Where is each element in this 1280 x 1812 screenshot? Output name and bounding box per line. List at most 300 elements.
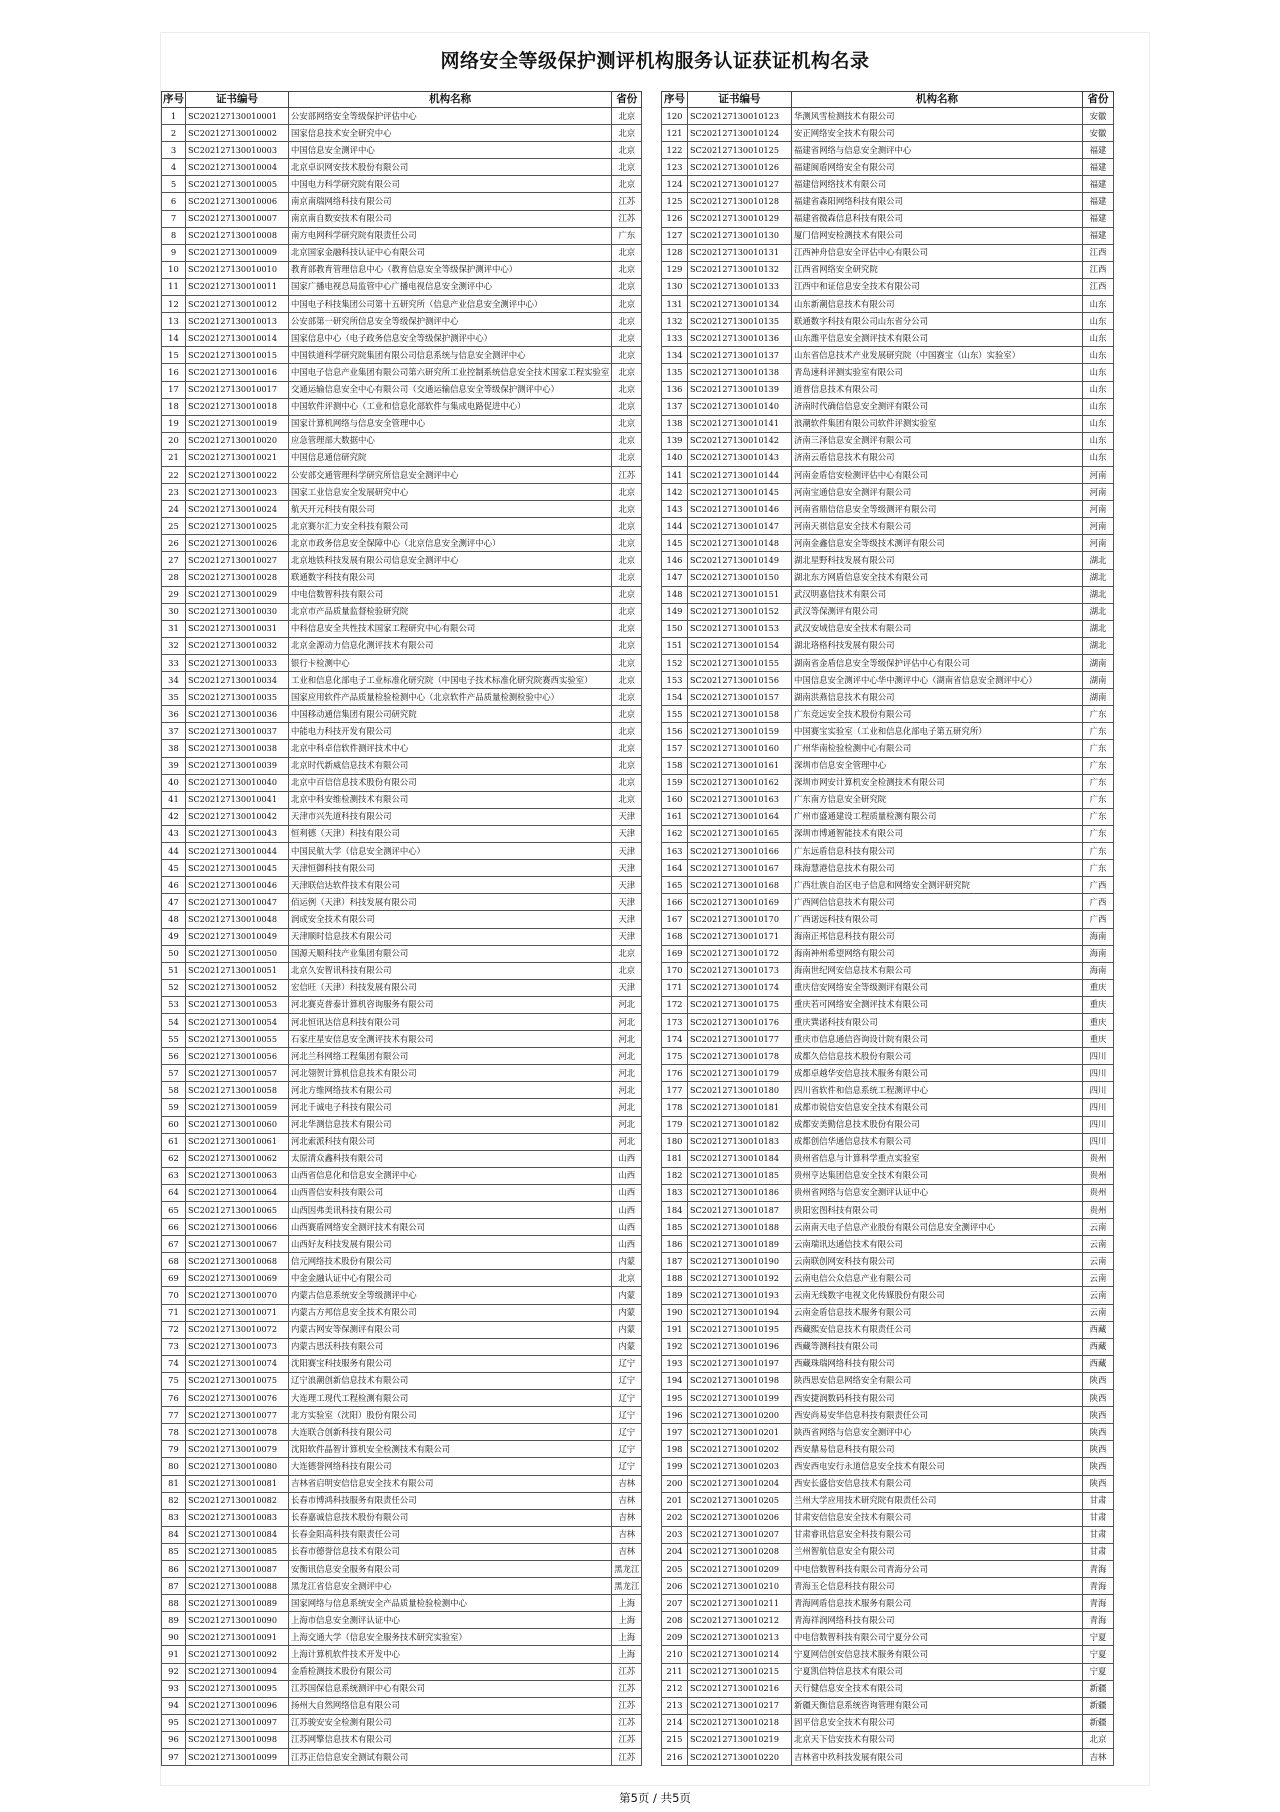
row-cert-number: SC202127130010197 — [688, 1355, 792, 1372]
row-org-name: 成都卓越华安信息技术服务有限公司 — [792, 1065, 1083, 1082]
row-seq: 94 — [162, 1697, 186, 1714]
row-cert-number: SC202127130010047 — [186, 894, 289, 911]
table-row — [662, 1236, 1114, 1253]
table-row — [662, 1099, 1114, 1116]
row-province: 陕西 — [1083, 1475, 1114, 1492]
table-row — [162, 125, 642, 142]
row-seq: 164 — [662, 860, 688, 877]
table-row — [162, 1099, 642, 1116]
row-cert-number: SC202127130010002 — [186, 125, 289, 142]
row-seq: 89 — [162, 1612, 186, 1629]
row-org-name: 北京天下信安技术有限公司 — [792, 1731, 1083, 1748]
row-cert-number: SC202127130010070 — [186, 1287, 289, 1304]
row-cert-number: SC202127130010155 — [688, 655, 792, 672]
row-cert-number: SC202127130010134 — [688, 296, 792, 313]
table-row — [162, 1595, 642, 1612]
row-province: 辽宁 — [612, 1390, 642, 1407]
row-cert-number: SC202127130010004 — [186, 159, 289, 176]
row-province: 河北 — [612, 1099, 642, 1116]
row-province: 天津 — [612, 979, 642, 996]
row-org-name: 贵阳宏图科技有限公司 — [792, 1202, 1083, 1219]
row-province: 甘肃 — [1083, 1526, 1114, 1543]
row-org-name: 青海玉仑信息科技有限公司 — [792, 1578, 1083, 1595]
row-province: 重庆 — [1083, 996, 1114, 1013]
table-row — [662, 586, 1114, 603]
row-seq: 74 — [162, 1355, 186, 1372]
row-seq: 87 — [162, 1578, 186, 1595]
row-org-name: 重庆信安网络安全等级测评有限公司 — [792, 979, 1083, 996]
row-org-name: 长春市德誉信息技术有限公司 — [289, 1543, 612, 1560]
row-seq: 76 — [162, 1390, 186, 1407]
table-row — [162, 1458, 642, 1475]
table-row — [162, 689, 642, 706]
row-seq: 5 — [162, 176, 186, 193]
row-org-name: 内蒙古信息系统安全等级测评中心 — [289, 1287, 612, 1304]
table-row — [662, 1338, 1114, 1355]
row-seq: 159 — [662, 774, 688, 791]
row-seq: 201 — [662, 1492, 688, 1509]
row-province: 广东 — [1083, 723, 1114, 740]
row-cert-number: SC202127130010064 — [186, 1184, 289, 1201]
row-org-name: 河北恒讯达信息科技有限公司 — [289, 1013, 612, 1030]
row-org-name: 海南神州希望网络有限公司 — [792, 945, 1083, 962]
row-province: 青海 — [1083, 1595, 1114, 1612]
row-org-name: 宁夏网信创安信息技术服务有限公司 — [792, 1646, 1083, 1663]
row-cert-number: SC202127130010204 — [688, 1475, 792, 1492]
header-seq: 序号 — [162, 92, 186, 108]
table-row — [162, 1219, 642, 1236]
row-seq: 166 — [662, 894, 688, 911]
row-seq: 205 — [662, 1560, 688, 1577]
row-seq: 165 — [662, 877, 688, 894]
row-province: 北京 — [612, 261, 642, 278]
row-org-name: 成都市锐信安信息安全技术有限公司 — [792, 1099, 1083, 1116]
row-seq: 37 — [162, 723, 186, 740]
row-org-name: 应急管理部大数据中心 — [289, 432, 612, 449]
row-cert-number: SC202127130010009 — [186, 244, 289, 261]
table-row — [662, 1424, 1114, 1441]
row-seq: 68 — [162, 1253, 186, 1270]
table-row — [162, 1578, 642, 1595]
row-province: 吉林 — [612, 1475, 642, 1492]
table-row — [662, 159, 1114, 176]
table-row — [662, 1253, 1114, 1270]
row-cert-number: SC202127130010038 — [186, 740, 289, 757]
row-seq: 36 — [162, 706, 186, 723]
row-province: 贵州 — [1083, 1184, 1114, 1201]
row-cert-number: SC202127130010128 — [688, 193, 792, 210]
row-province: 新疆 — [1083, 1714, 1114, 1731]
table-row — [662, 1612, 1114, 1629]
row-org-name: 中国移动通信集团有限公司研究院 — [289, 706, 612, 723]
row-seq: 35 — [162, 689, 186, 706]
row-seq: 158 — [662, 757, 688, 774]
row-seq: 163 — [662, 843, 688, 860]
table-row — [662, 244, 1114, 261]
table-row — [662, 313, 1114, 330]
row-province: 北京 — [612, 449, 642, 466]
row-cert-number: SC202127130010056 — [186, 1048, 289, 1065]
row-province: 新疆 — [1083, 1680, 1114, 1697]
row-org-name: 河南金鑫信息安全等级技术测评有限公司 — [792, 535, 1083, 552]
row-province: 河北 — [612, 996, 642, 1013]
row-province: 广西 — [1083, 877, 1114, 894]
row-province: 青海 — [1083, 1612, 1114, 1629]
row-cert-number: SC202127130010016 — [186, 364, 289, 381]
row-seq: 147 — [662, 569, 688, 586]
row-cert-number: SC202127130010096 — [186, 1697, 289, 1714]
row-seq: 144 — [662, 518, 688, 535]
row-seq: 194 — [662, 1372, 688, 1389]
row-province: 吉林 — [612, 1509, 642, 1526]
row-seq: 47 — [162, 894, 186, 911]
table-row — [662, 1390, 1114, 1407]
row-org-name: 宁夏凯信特信息技术有限公司 — [792, 1663, 1083, 1680]
row-seq: 213 — [662, 1697, 688, 1714]
row-cert-number: SC202127130010167 — [688, 860, 792, 877]
row-org-name: 润成安全技术有限公司 — [289, 911, 612, 928]
row-province: 云南 — [1083, 1304, 1114, 1321]
row-seq: 128 — [662, 244, 688, 261]
row-org-name: 固平信息安全技术有限公司 — [792, 1714, 1083, 1731]
row-province: 山西 — [612, 1184, 642, 1201]
table-row — [162, 808, 642, 825]
row-org-name: 中国铁道科学研究院集团有限公司信息系统与信息安全测评中心 — [289, 347, 612, 364]
row-cert-number: SC202127130010148 — [688, 535, 792, 552]
table-row — [662, 1065, 1114, 1082]
table-row — [662, 911, 1114, 928]
row-cert-number: SC202127130010019 — [186, 415, 289, 432]
row-org-name: 北京时代新威信息技术有限公司 — [289, 757, 612, 774]
row-seq: 137 — [662, 398, 688, 415]
table-row — [662, 1714, 1114, 1731]
row-province: 四川 — [1083, 1133, 1114, 1150]
table-row — [662, 108, 1114, 125]
row-province: 黑龙江 — [612, 1578, 642, 1595]
row-seq: 192 — [662, 1338, 688, 1355]
row-seq: 133 — [662, 330, 688, 347]
row-seq: 8 — [162, 227, 186, 244]
row-seq: 69 — [162, 1270, 186, 1287]
row-seq: 193 — [662, 1355, 688, 1372]
row-cert-number: SC202127130010183 — [688, 1133, 792, 1150]
row-province: 陕西 — [1083, 1424, 1114, 1441]
row-seq: 33 — [162, 655, 186, 672]
row-province: 陕西 — [1083, 1407, 1114, 1424]
row-cert-number: SC202127130010061 — [186, 1133, 289, 1150]
row-cert-number: SC202127130010022 — [186, 466, 289, 483]
table-row — [162, 1321, 642, 1338]
row-cert-number: SC202127130010129 — [688, 210, 792, 227]
row-seq: 176 — [662, 1065, 688, 1082]
row-org-name: 吉林省中玖科技发展有限公司 — [792, 1749, 1083, 1766]
row-org-name: 长春嘉诚信息技术股份有限公司 — [289, 1509, 612, 1526]
row-org-name: 河南天祺信息安全技术有限公司 — [792, 518, 1083, 535]
table-row — [162, 193, 642, 210]
row-seq: 153 — [662, 672, 688, 689]
row-cert-number: SC202127130010206 — [688, 1509, 792, 1526]
row-org-name: 江苏正信信息安全测试有限公司 — [289, 1749, 612, 1766]
row-seq: 7 — [162, 210, 186, 227]
row-province: 江西 — [1083, 244, 1114, 261]
row-cert-number: SC202127130010209 — [688, 1560, 792, 1577]
row-org-name: 云南金盾信息技术服务有限公司 — [792, 1304, 1083, 1321]
table-row — [662, 347, 1114, 364]
row-province: 内蒙 — [612, 1287, 642, 1304]
row-org-name: 国家工业信息安全发展研究中心 — [289, 484, 612, 501]
row-org-name: 国源天顺科技产业集团有限公司 — [289, 945, 612, 962]
row-seq: 17 — [162, 381, 186, 398]
table-row — [662, 296, 1114, 313]
row-seq: 162 — [662, 825, 688, 842]
row-org-name: 云南无线数字电视文化传媒股份有限公司 — [792, 1287, 1083, 1304]
row-cert-number: SC202127130010142 — [688, 432, 792, 449]
row-seq: 208 — [662, 1612, 688, 1629]
row-cert-number: SC202127130010032 — [186, 637, 289, 654]
row-province: 云南 — [1083, 1236, 1114, 1253]
table-row — [162, 176, 642, 193]
row-org-name: 贵州省网络与信息安全测评认证中心 — [792, 1184, 1083, 1201]
row-org-name: 联通数字科技有限公司 — [289, 569, 612, 586]
row-cert-number: SC202127130010001 — [186, 108, 289, 125]
row-seq: 143 — [662, 501, 688, 518]
table-row — [662, 1697, 1114, 1714]
row-seq: 179 — [662, 1116, 688, 1133]
table-row — [662, 1526, 1114, 1543]
row-seq: 78 — [162, 1424, 186, 1441]
table-row — [662, 603, 1114, 620]
row-org-name: 北京地铁科技发展有限公司信息安全测评中心 — [289, 552, 612, 569]
table-row — [162, 1475, 642, 1492]
row-province: 北京 — [612, 586, 642, 603]
row-seq: 41 — [162, 791, 186, 808]
table-row — [662, 637, 1114, 654]
row-org-name: 海南世纪网安信息技术有限公司 — [792, 962, 1083, 979]
table-row — [162, 586, 642, 603]
row-cert-number: SC202127130010023 — [186, 484, 289, 501]
row-cert-number: SC202127130010008 — [186, 227, 289, 244]
table-row — [162, 637, 642, 654]
row-org-name: 上海交通大学（信息安全服务技术研究实验室） — [289, 1629, 612, 1646]
row-seq: 212 — [662, 1680, 688, 1697]
table-row — [662, 774, 1114, 791]
row-province: 河北 — [612, 1048, 642, 1065]
table-row — [162, 603, 642, 620]
table-row — [662, 1270, 1114, 1287]
table-row — [662, 1304, 1114, 1321]
row-org-name: 河南省鼎信信息安全等级测评有限公司 — [792, 501, 1083, 518]
row-cert-number: SC202127130010087 — [186, 1560, 289, 1577]
table-row — [662, 1219, 1114, 1236]
row-province: 北京 — [612, 740, 642, 757]
row-province: 山东 — [1083, 398, 1114, 415]
row-org-name: 西安长盛信安信息技术有限公司 — [792, 1475, 1083, 1492]
row-org-name: 江苏国保信息系统测评中心有限公司 — [289, 1680, 612, 1697]
row-seq: 30 — [162, 603, 186, 620]
row-cert-number: SC202127130010094 — [186, 1663, 289, 1680]
row-province: 北京 — [612, 689, 642, 706]
row-cert-number: SC202127130010028 — [186, 569, 289, 586]
row-cert-number: SC202127130010193 — [688, 1287, 792, 1304]
row-cert-number: SC202127130010217 — [688, 1697, 792, 1714]
row-province: 广西 — [1083, 894, 1114, 911]
table-row — [662, 1441, 1114, 1458]
row-seq: 172 — [662, 996, 688, 1013]
row-seq: 120 — [662, 108, 688, 125]
row-province: 辽宁 — [612, 1407, 642, 1424]
row-province: 北京 — [612, 945, 642, 962]
row-org-name: 云南瑞讯达通信技术有限公司 — [792, 1236, 1083, 1253]
row-cert-number: SC202127130010162 — [688, 774, 792, 791]
row-seq: 214 — [662, 1714, 688, 1731]
table-row — [162, 432, 642, 449]
row-org-name: 天行健信息安全技术有限公司 — [792, 1680, 1083, 1697]
row-org-name: 南京南自数安技术有限公司 — [289, 210, 612, 227]
row-cert-number: SC202127130010182 — [688, 1116, 792, 1133]
table-row — [162, 278, 642, 295]
table-row — [162, 706, 642, 723]
row-org-name: 北京卓识网安技术股份有限公司 — [289, 159, 612, 176]
row-org-name: 云南电信公众信息产业有限公司 — [792, 1270, 1083, 1287]
row-province: 重庆 — [1083, 1013, 1114, 1030]
row-cert-number: SC202127130010211 — [688, 1595, 792, 1612]
table-row — [162, 449, 642, 466]
table-row — [662, 1133, 1114, 1150]
row-province: 北京 — [612, 278, 642, 295]
row-seq: 215 — [662, 1731, 688, 1748]
row-org-name: 大连德誉网络科技有限公司 — [289, 1458, 612, 1475]
row-province: 上海 — [612, 1629, 642, 1646]
row-org-name: 河北兰科网络工程集团有限公司 — [289, 1048, 612, 1065]
row-seq: 91 — [162, 1646, 186, 1663]
table-row — [162, 860, 642, 877]
row-seq: 82 — [162, 1492, 186, 1509]
table-body-left — [162, 108, 642, 1766]
table-row — [162, 945, 642, 962]
row-org-name: 西藏熙安信息技术有限责任公司 — [792, 1321, 1083, 1338]
row-seq: 182 — [662, 1167, 688, 1184]
row-org-name: 河北翎贺计算机信息技术有限公司 — [289, 1065, 612, 1082]
table-row — [662, 227, 1114, 244]
row-seq: 190 — [662, 1304, 688, 1321]
row-seq: 134 — [662, 347, 688, 364]
row-province: 北京 — [612, 176, 642, 193]
row-cert-number: SC202127130010160 — [688, 740, 792, 757]
row-org-name: 山西因弗美讯科技有限公司 — [289, 1202, 612, 1219]
row-cert-number: SC202127130010171 — [688, 928, 792, 945]
row-cert-number: SC202127130010136 — [688, 330, 792, 347]
row-province: 四川 — [1083, 1116, 1114, 1133]
row-org-name: 中能电力科技开发有限公司 — [289, 723, 612, 740]
row-org-name: 北京金源动力信息化测评技术有限公司 — [289, 637, 612, 654]
table-row — [662, 1150, 1114, 1167]
table-row — [162, 227, 642, 244]
row-province: 青海 — [1083, 1560, 1114, 1577]
row-seq: 211 — [662, 1663, 688, 1680]
row-province: 陕西 — [1083, 1458, 1114, 1475]
row-org-name: 福建省网络与信息安全测评中心 — [792, 142, 1083, 159]
row-seq: 28 — [162, 569, 186, 586]
row-org-name: 沈阳软件晶智计算机安全检测技术有限公司 — [289, 1441, 612, 1458]
row-cert-number: SC202127130010190 — [688, 1253, 792, 1270]
table-row — [162, 1372, 642, 1389]
row-province: 北京 — [612, 415, 642, 432]
row-seq: 4 — [162, 159, 186, 176]
row-cert-number: SC202127130010132 — [688, 261, 792, 278]
row-seq: 142 — [662, 484, 688, 501]
row-seq: 29 — [162, 586, 186, 603]
row-seq: 139 — [662, 432, 688, 449]
row-org-name: 西藏等测科技有限公司 — [792, 1338, 1083, 1355]
table-row — [162, 1492, 642, 1509]
row-org-name: 湖北东方网盾信息安全技术有限公司 — [792, 569, 1083, 586]
table-row — [162, 210, 642, 227]
row-seq: 129 — [662, 261, 688, 278]
row-seq: 45 — [162, 860, 186, 877]
row-cert-number: SC202127130010186 — [688, 1184, 792, 1201]
row-cert-number: SC202127130010052 — [186, 979, 289, 996]
row-org-name: 天津联信达软件技术有限公司 — [289, 877, 612, 894]
table-row — [662, 466, 1114, 483]
table-row — [662, 381, 1114, 398]
row-seq: 210 — [662, 1646, 688, 1663]
row-cert-number: SC202127130010068 — [186, 1253, 289, 1270]
row-seq: 49 — [162, 928, 186, 945]
row-province: 内蒙 — [612, 1253, 642, 1270]
row-cert-number: SC202127130010072 — [186, 1321, 289, 1338]
row-seq: 50 — [162, 945, 186, 962]
table-row — [162, 1013, 642, 1030]
row-cert-number: SC202127130010192 — [688, 1270, 792, 1287]
row-seq: 38 — [162, 740, 186, 757]
row-cert-number: SC202127130010044 — [186, 843, 289, 860]
row-org-name: 佰运例（天津）科技发展有限公司 — [289, 894, 612, 911]
row-cert-number: SC202127130010067 — [186, 1236, 289, 1253]
table-row — [662, 484, 1114, 501]
row-province: 山东 — [1083, 432, 1114, 449]
row-province: 广东 — [1083, 706, 1114, 723]
row-org-name: 贵州省信息与计算科学重点实验室 — [792, 1150, 1083, 1167]
row-org-name: 北方实验室（沈阳）股份有限公司 — [289, 1407, 612, 1424]
table-row — [662, 1629, 1114, 1646]
row-cert-number: SC202127130010074 — [186, 1355, 289, 1372]
table-row — [662, 877, 1114, 894]
table-row — [662, 1013, 1114, 1030]
document-page — [160, 32, 1150, 1805]
row-province: 北京 — [1083, 1731, 1114, 1748]
row-cert-number: SC202127130010154 — [688, 637, 792, 654]
table-row — [662, 1287, 1114, 1304]
row-org-name: 河北华测信息技术有限公司 — [289, 1116, 612, 1133]
row-cert-number: SC202127130010039 — [186, 757, 289, 774]
row-org-name: 内蒙古方邦信息安全技术有限公司 — [289, 1304, 612, 1321]
row-cert-number: SC202127130010198 — [688, 1372, 792, 1389]
row-org-name: 北京国家金融科技认证中心有限公司 — [289, 244, 612, 261]
row-seq: 73 — [162, 1338, 186, 1355]
table-row — [162, 1236, 642, 1253]
row-org-name: 福建信网络技术有限公司 — [792, 176, 1083, 193]
row-seq: 209 — [662, 1629, 688, 1646]
row-org-name: 长春金阳高科技有限责任公司 — [289, 1526, 612, 1543]
header-seq: 序号 — [662, 92, 688, 108]
row-seq: 88 — [162, 1595, 186, 1612]
row-cert-number: SC202127130010040 — [186, 774, 289, 791]
row-province: 江苏 — [612, 1680, 642, 1697]
row-province: 北京 — [612, 774, 642, 791]
row-province: 湖北 — [1083, 637, 1114, 654]
row-org-name: 国家网络与信息系统安全产品质量检验检测中心 — [289, 1595, 612, 1612]
row-seq: 64 — [162, 1184, 186, 1201]
